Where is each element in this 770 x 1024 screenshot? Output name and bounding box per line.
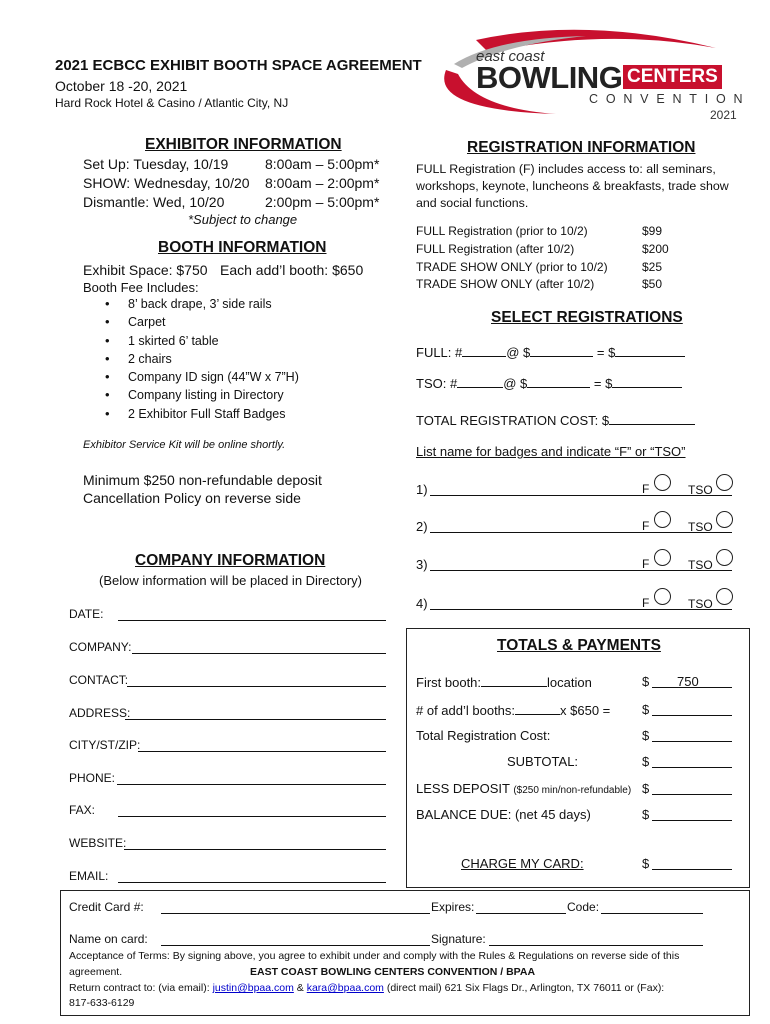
list-item: • Company listing in Directory [83,386,299,404]
fax-label: FAX: [69,803,96,817]
first-booth-dollar: $ [642,674,650,689]
addl-booths-rate: x $650 = [560,703,611,718]
full-rate-field[interactable] [530,344,593,357]
fax-number: 817-633-6129 [69,997,135,1009]
logo-convention: CONVENTION [589,92,751,106]
email-link-justin[interactable]: justin@bpaa.com [212,982,294,994]
price-full-late-label: FULL Registration (after 10/2) [416,242,575,256]
phone-field[interactable] [117,784,386,785]
location-label: location [547,675,592,690]
badge-1-tso-label: TSO [688,483,713,497]
dismantle-label: Dismantle: Wed, 10/20 [83,194,225,210]
code-label: Code: [567,900,600,914]
card-number-label: Credit Card #: [69,900,144,914]
badge-1-f-label: F [642,482,650,496]
price-tso-late-label: TRADE SHOW ONLY (after 10/2) [416,277,595,291]
badge-2-f-label: F [642,519,650,533]
event-dates: October 18 -20, 2021 [55,78,188,94]
website-label: WEBSITE: [69,836,127,850]
ecbcc-logo [436,22,751,127]
full-reg-row [416,344,685,360]
price-tso-late: $50 [642,277,663,291]
badge-4-name-field[interactable] [430,609,732,610]
badge-4-tso-radio[interactable] [716,588,733,605]
full-at: @ $ [506,345,531,360]
booth-includes-label: Booth Fee Includes: [83,280,199,295]
company-subheading: (Below information will be placed in Directory) [99,573,362,588]
subtotal-amount-field[interactable] [652,767,732,768]
address-field[interactable] [125,719,386,720]
less-deposit-row [416,781,631,796]
full-eq: = $ [596,345,616,360]
show-label: SHOW: Wednesday, 10/20 [83,175,250,191]
additional-booth-price: Each add’l booth: $650 [220,262,364,278]
charge-card-amount-field[interactable] [652,869,732,870]
subject-to-change-note: *Subject to change [188,212,298,227]
setup-time: 8:00am – 5:00pm* [265,156,380,172]
cancellation-note: Cancellation Policy on reverse side [83,490,301,506]
list-item: • 2 Exhibitor Full Staff Badges [83,405,299,423]
badge-3-name-field[interactable] [430,570,732,571]
badge-1-f-radio[interactable] [654,474,671,491]
badge-2-tso-label: TSO [688,520,713,534]
address-label: ADDRESS: [69,706,131,720]
acceptance-terms: Acceptance of Terms: By signing above, you agree to exhibit under and comply with the Rules & Regulations on reverse side of this [69,950,680,962]
expires-label: Expires: [431,900,475,914]
date-field[interactable] [118,620,386,621]
return-prefix: Return contract to: (via email): [69,982,210,994]
badge-4-number: 4) [416,596,428,611]
tso-eq: = $ [593,376,613,391]
event-venue: Hard Rock Hotel & Casino / Atlantic City, NJ [55,96,289,110]
reg-cost-dollar: $ [642,728,650,743]
tso-at: @ $ [503,376,528,391]
tso-reg-row [416,375,682,391]
return-suffix: (direct mail) 621 Six Flags Dr., Arlington, TX 76011 or (Fax): [386,982,665,994]
totals-heading: TOTALS & PAYMENTS [497,637,661,654]
email-label: EMAIL: [69,869,109,883]
deposit-note: Minimum $250 non-refundable deposit [83,472,322,488]
logo-centers: CENTERS [623,65,722,89]
logo-east-coast: east coast [476,48,545,65]
signature-label: Signature: [431,932,486,946]
badge-4-f-label: F [642,596,650,610]
addl-booths-row [416,702,610,718]
balance-due-amount-field[interactable] [652,820,732,821]
full-total-field[interactable] [615,344,685,357]
list-item: • Carpet [83,313,299,331]
price-tso-early: $25 [642,260,663,274]
return-contract-line [69,982,664,994]
reg-cost-amount-field[interactable] [652,741,732,742]
reg-cost-label: Total Registration Cost: [416,728,551,743]
setup-label: Set Up: Tuesday, 10/19 [83,156,229,172]
badge-2-name-field[interactable] [430,532,732,533]
registration-heading: REGISTRATION INFORMATION [467,139,696,156]
name-on-card-label: Name on card: [69,932,148,946]
less-deposit-amount-field[interactable] [652,794,732,795]
company-heading: COMPANY INFORMATION [135,552,326,569]
booth-heading: BOOTH INFORMATION [158,239,327,256]
less-deposit-label: LESS DEPOSIT [416,781,510,796]
badge-1-name-field[interactable] [430,495,732,496]
signature-field[interactable] [489,945,703,946]
addl-booths-dollar: $ [642,702,650,717]
price-full-early: $99 [642,224,663,238]
code-field[interactable] [601,913,703,914]
tso-rate-field[interactable] [527,375,590,388]
total-reg-field[interactable] [609,412,695,425]
total-reg-label: TOTAL REGISTRATION COST: $ [416,413,610,428]
company-field[interactable] [132,653,386,654]
logo-bowling: BOWLING [476,60,623,95]
less-deposit-note: ($250 min/non-refundable) [513,785,632,796]
show-time: 8:00am – 2:00pm* [265,175,380,191]
exhibit-space-price: Exhibit Space: $750 [83,262,208,278]
registration-description: FULL Registration (F) includes access to: all seminars, workshops, keynote, luncheons & breakfasts, trade show and social functions. [416,162,729,210]
price-tso-early-label: TRADE SHOW ONLY (prior to 10/2) [416,260,608,274]
charge-card-label: CHARGE MY CARD: [461,856,584,871]
charge-card-dollar: $ [642,856,650,871]
expires-field[interactable] [476,913,566,914]
badges-prompt: List name for badges and indicate “F” or “TSO” [416,444,686,459]
fax-field[interactable] [118,816,386,817]
badge-3-f-label: F [642,557,650,571]
company-label: COMPANY: [69,640,132,654]
balance-due-label: BALANCE DUE: (net 45 days) [416,807,591,822]
badge-4-f-radio[interactable] [654,588,671,605]
full-prefix: FULL: # [416,345,463,360]
price-full-late: $200 [642,242,669,256]
booth-includes-list [83,295,299,423]
logo-year: 2021 [710,108,737,122]
form-title: 2021 ECBCC EXHIBIT BOOTH SPACE AGREEMENT [55,57,422,74]
contact-field[interactable] [127,686,386,687]
tso-prefix: TSO: # [416,376,458,391]
first-booth-location-field[interactable] [481,674,547,687]
addl-booths-qty-field[interactable] [515,702,560,715]
subtotal-dollar: $ [642,754,650,769]
list-item: • 8’ back drape, 3’ side rails [83,295,299,313]
badge-2-number: 2) [416,519,428,534]
first-booth-label: First booth: [416,675,482,690]
email-amp: & [296,982,304,994]
email-link-kara[interactable]: kara@bpaa.com [306,982,384,994]
tso-qty-field[interactable] [457,375,503,388]
subtotal-label: SUBTOTAL: [507,754,579,769]
website-field[interactable] [124,849,386,850]
city-st-zip-field[interactable] [138,751,386,752]
list-item: • 1 skirted 6’ table [83,332,299,350]
list-item: • Company ID sign (44”W x 7”H) [83,368,299,386]
first-booth-amount: 750 [677,674,699,689]
badge-2-f-radio[interactable] [654,511,671,528]
badge-4-tso-label: TSO [688,597,713,611]
full-qty-field[interactable] [462,344,506,357]
contact-label: CONTACT: [69,673,129,687]
service-kit-note: Exhibitor Service Kit will be online shortly. [83,439,286,451]
tso-total-field[interactable] [612,375,682,388]
badge-1-number: 1) [416,482,428,497]
badge-1-tso-radio[interactable] [716,474,733,491]
badge-2-tso-radio[interactable] [716,511,733,528]
select-heading: SELECT REGISTRATIONS [491,309,683,326]
city-st-zip-label: CITY/ST/ZIP: [69,738,141,752]
badge-3-tso-radio[interactable] [716,549,733,566]
dismantle-time: 2:00pm – 5:00pm* [265,194,380,210]
total-reg-row [416,412,695,428]
exhibitor-heading: EXHIBITOR INFORMATION [145,136,342,153]
phone-label: PHONE: [69,771,116,785]
less-deposit-dollar: $ [642,781,650,796]
list-item: • 2 chairs [83,350,299,368]
agreement-word: agreement. [69,966,123,978]
badge-3-tso-label: TSO [688,558,713,572]
addl-booths-amount-field[interactable] [652,715,732,716]
email-field[interactable] [118,882,386,883]
price-full-early-label: FULL Registration (prior to 10/2) [416,224,588,238]
badge-3-f-radio[interactable] [654,549,671,566]
org-name: EAST COAST BOWLING CENTERS CONVENTION / BPAA [250,966,536,978]
balance-due-dollar: $ [642,807,650,822]
name-on-card-field[interactable] [161,945,430,946]
first-booth-row [416,674,592,690]
badge-3-number: 3) [416,557,428,572]
addl-booths-label: # of add’l booths: [416,703,516,718]
card-number-field[interactable] [161,913,430,914]
date-label: DATE: [69,607,104,621]
